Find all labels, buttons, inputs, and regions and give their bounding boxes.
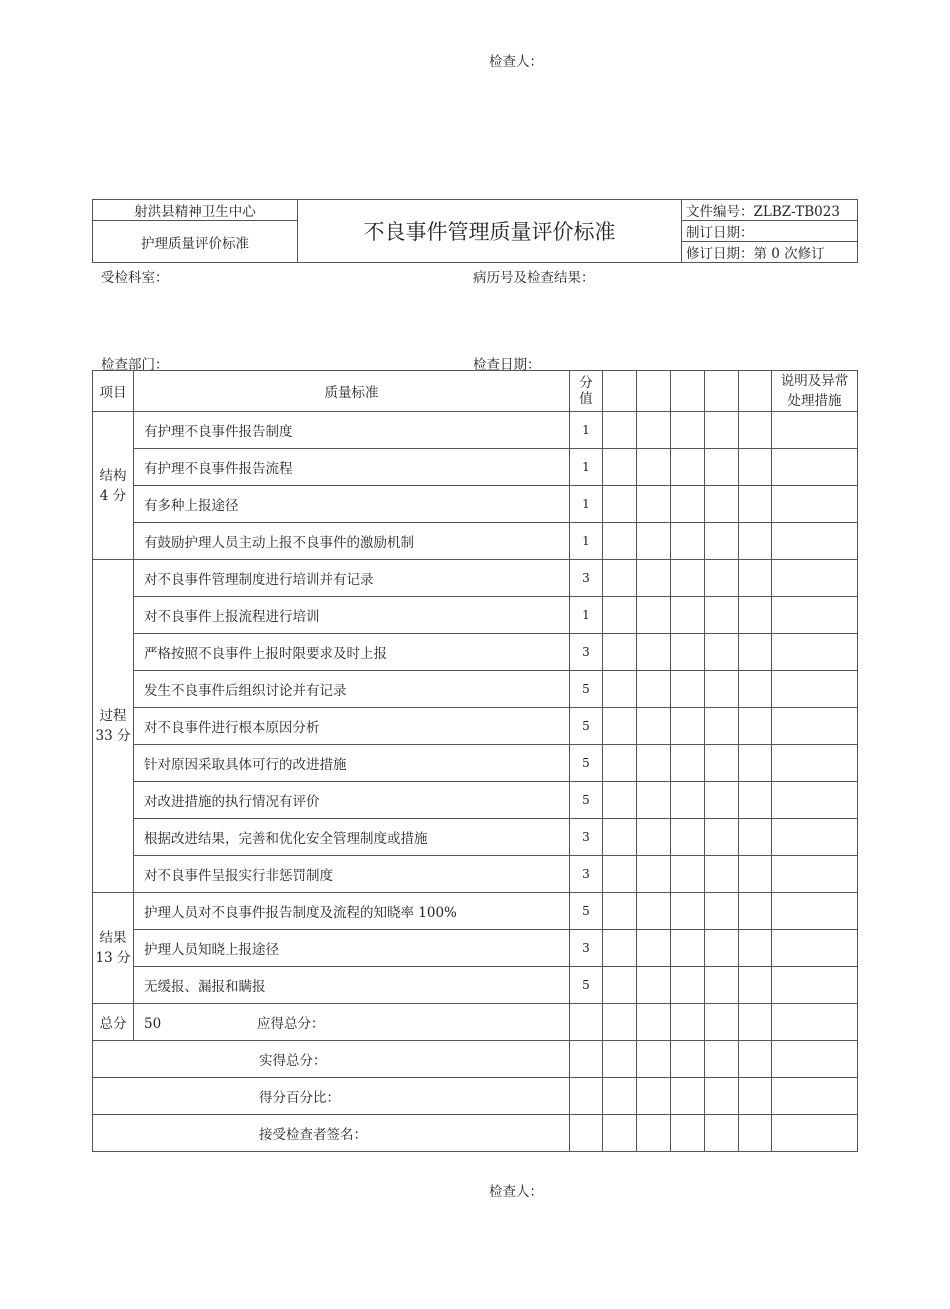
category-points: 4 分 [99, 487, 127, 504]
table-row [93, 856, 858, 893]
standard-text: 护理人员知晓上报途径 [134, 930, 570, 967]
check-cell [637, 782, 671, 819]
note-cell [772, 745, 858, 782]
note-cell [772, 819, 858, 856]
note-cell [772, 523, 858, 560]
check-cell [671, 449, 705, 486]
dept-name: 护理质量评价标准 [93, 221, 298, 263]
check-cell [739, 708, 772, 745]
score-value: 1 [570, 486, 603, 523]
check-col [705, 371, 739, 412]
check-cell [603, 856, 637, 893]
table-row [93, 967, 858, 1004]
check-cell [603, 412, 637, 449]
check-cell [671, 597, 705, 634]
check-cell [705, 930, 739, 967]
check-cell [705, 819, 739, 856]
standard-text: 护理人员对不良事件报告制度及流程的知晓率 100% [134, 893, 570, 930]
check-col [603, 371, 637, 412]
check-cell [705, 486, 739, 523]
category-name: 结果 [99, 930, 127, 946]
check-cell [671, 634, 705, 671]
check-cell [705, 597, 739, 634]
standard-text: 根据改进结果，完善和优化安全管理制度或措施 [134, 819, 570, 856]
percent-row [93, 1078, 858, 1115]
check-cell [739, 597, 772, 634]
score-value: 5 [570, 782, 603, 819]
check-cell [671, 560, 705, 597]
note-cell [772, 449, 858, 486]
standard-text: 有护理不良事件报告流程 [134, 449, 570, 486]
check-cell [739, 486, 772, 523]
score-value: 1 [570, 412, 603, 449]
actual-total-label: 实得总分： [259, 1053, 327, 1069]
score-value: 3 [570, 856, 603, 893]
standard-text: 有鼓励护理人员主动上报不良事件的激励机制 [134, 523, 570, 560]
score-value: 1 [570, 449, 603, 486]
check-cell [603, 560, 637, 597]
total-label: 总分 [93, 1004, 134, 1041]
check-cell [705, 560, 739, 597]
check-cell [739, 745, 772, 782]
note-cell [772, 967, 858, 1004]
check-cell [705, 523, 739, 560]
standard-text: 发生不良事件后组织讨论并有记录 [134, 671, 570, 708]
check-cell [637, 930, 671, 967]
check-date-label: 检查日期： [473, 357, 541, 373]
check-cell [705, 412, 739, 449]
standard-text: 无缓报、漏报和瞒报 [134, 967, 570, 1004]
check-cell [637, 523, 671, 560]
check-cell [603, 819, 637, 856]
check-cell [671, 412, 705, 449]
note-cell [772, 412, 858, 449]
col-standard-header: 质量标准 [134, 371, 570, 412]
table-body [93, 412, 858, 1004]
doc-number: 文件编号：ZLBZ-TB023 [682, 200, 858, 221]
check-cell [739, 856, 772, 893]
check-cell [603, 634, 637, 671]
signature-label: 接受检查者签名： [259, 1127, 367, 1143]
category-name: 结构 [99, 467, 127, 484]
check-col [671, 371, 705, 412]
standard-text: 有护理不良事件报告制度 [134, 412, 570, 449]
check-cell [603, 745, 637, 782]
check-cell [603, 597, 637, 634]
total-value: 50 [144, 1016, 162, 1032]
check-cell [705, 745, 739, 782]
check-cell [637, 449, 671, 486]
check-cell [671, 893, 705, 930]
check-cell [603, 930, 637, 967]
score-value: 5 [570, 967, 603, 1004]
check-col [739, 371, 772, 412]
org-name: 射洪县精神卫生中心 [93, 200, 298, 221]
total-value-cell [134, 1004, 570, 1041]
table-row [93, 523, 858, 560]
check-cell [739, 782, 772, 819]
check-cell [603, 523, 637, 560]
check-cell [637, 486, 671, 523]
category-name: 过程 [99, 708, 127, 724]
standard-text: 针对原因采取具体可行的改进措施 [134, 745, 570, 782]
table-row [93, 560, 858, 597]
check-cell [637, 634, 671, 671]
bottom-inspector-label: 检查人： [489, 1184, 543, 1200]
standard-text: 对不良事件进行根本原因分析 [134, 708, 570, 745]
note-cell [772, 671, 858, 708]
note-cell [772, 708, 858, 745]
check-cell [705, 782, 739, 819]
inspected-dept-label: 受检科室： [101, 270, 169, 286]
table-row [93, 930, 858, 967]
check-cell [603, 967, 637, 1004]
page-title: 不良事件管理质量评价标准 [298, 200, 682, 263]
table-row [93, 893, 858, 930]
check-col [637, 371, 671, 412]
standard-text: 有多种上报途径 [134, 486, 570, 523]
made-date: 制订日期： [682, 221, 858, 242]
note-cell [772, 893, 858, 930]
check-cell [705, 708, 739, 745]
score-value: 5 [570, 671, 603, 708]
check-cell [705, 893, 739, 930]
score-value: 3 [570, 819, 603, 856]
standard-text: 对改进措施的执行情况有评价 [134, 782, 570, 819]
col-note-header: 说明及异常 处理措施 [772, 371, 858, 412]
total-row [93, 1004, 858, 1041]
score-value: 1 [570, 597, 603, 634]
check-cell [603, 486, 637, 523]
table-row [93, 597, 858, 634]
score-value: 5 [570, 745, 603, 782]
check-cell [705, 671, 739, 708]
check-cell [637, 745, 671, 782]
table-row [93, 708, 858, 745]
table-row [93, 412, 858, 449]
check-cell [671, 967, 705, 1004]
percent-label: 得分百分比： [259, 1090, 340, 1106]
check-cell [637, 856, 671, 893]
category-cell [93, 893, 134, 1004]
note-cell [772, 486, 858, 523]
check-cell [671, 708, 705, 745]
check-cell [739, 930, 772, 967]
check-cell [739, 449, 772, 486]
check-cell [705, 967, 739, 1004]
check-cell [739, 560, 772, 597]
category-points: 13 分 [95, 950, 131, 966]
check-cell [637, 967, 671, 1004]
check-cell [739, 967, 772, 1004]
header-table [92, 199, 858, 263]
table-row [93, 819, 858, 856]
check-cell [603, 782, 637, 819]
check-cell [739, 634, 772, 671]
table-row [93, 634, 858, 671]
note-cell [772, 597, 858, 634]
should-total-label: 应得总分： [257, 1016, 325, 1032]
check-cell [739, 412, 772, 449]
top-inspector-label: 检查人： [489, 54, 543, 70]
check-cell [671, 782, 705, 819]
check-cell [637, 597, 671, 634]
check-cell [671, 745, 705, 782]
category-points: 33 分 [95, 728, 131, 744]
check-cell [705, 856, 739, 893]
check-cell [705, 449, 739, 486]
table-header-row [93, 371, 858, 412]
standard-text: 严格按照不良事件上报时限要求及时上报 [134, 634, 570, 671]
check-cell [637, 671, 671, 708]
check-cell [637, 560, 671, 597]
score-value: 3 [570, 930, 603, 967]
check-cell [671, 523, 705, 560]
check-cell [671, 671, 705, 708]
standard-text: 对不良事件上报流程进行培训 [134, 597, 570, 634]
check-cell [603, 708, 637, 745]
check-cell [603, 449, 637, 486]
standard-text: 对不良事件呈报实行非惩罚制度 [134, 856, 570, 893]
col-item-header: 项目 [93, 371, 134, 412]
check-cell [637, 412, 671, 449]
category-cell [93, 560, 134, 893]
check-cell [637, 819, 671, 856]
check-cell [671, 819, 705, 856]
score-value: 5 [570, 708, 603, 745]
check-cell [637, 893, 671, 930]
check-cell [705, 634, 739, 671]
check-cell [637, 708, 671, 745]
check-cell [671, 486, 705, 523]
note-cell [772, 856, 858, 893]
check-cell [671, 856, 705, 893]
note-cell [772, 930, 858, 967]
check-cell [739, 819, 772, 856]
check-cell [739, 523, 772, 560]
score-value: 1 [570, 523, 603, 560]
score-value: 3 [570, 634, 603, 671]
table-row [93, 486, 858, 523]
check-cell [739, 893, 772, 930]
check-cell [671, 930, 705, 967]
revise-date: 修订日期：第 0 次修订 [682, 242, 858, 263]
table-row [93, 449, 858, 486]
check-cell [739, 671, 772, 708]
note-cell [772, 560, 858, 597]
category-cell [93, 412, 134, 560]
check-dept-label: 检查部门： [101, 357, 169, 373]
score-value: 5 [570, 893, 603, 930]
case-result-label: 病历号及检查结果： [473, 270, 595, 286]
check-cell [603, 893, 637, 930]
note-cell [772, 634, 858, 671]
actual-total-row [93, 1041, 858, 1078]
table-row [93, 671, 858, 708]
signature-row [93, 1115, 858, 1152]
score-value: 3 [570, 560, 603, 597]
evaluation-table [92, 370, 858, 1152]
note-cell [772, 782, 858, 819]
check-cell [603, 671, 637, 708]
standard-text: 对不良事件管理制度进行培训并有记录 [134, 560, 570, 597]
table-row [93, 782, 858, 819]
col-score-header: 分 值 [570, 371, 603, 412]
table-row [93, 745, 858, 782]
